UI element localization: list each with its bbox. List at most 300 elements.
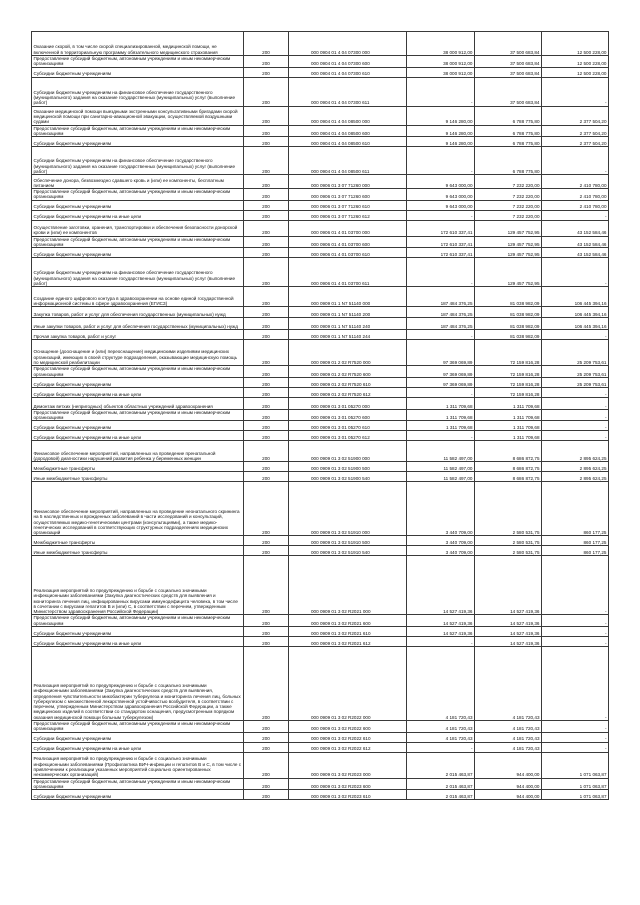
- row-name: Предоставление субсидий бюджетным, автономным учреждениям и иным некоммерческим организациям: [32, 125, 244, 137]
- row-approved-value: 14 527 419,36: [407, 556, 475, 615]
- table-row: [32, 421, 609, 431]
- row-executed-value: 7 232 220,00: [475, 200, 542, 210]
- row-csr-code: 000 0909 01 3 02 51910 500: [289, 536, 407, 546]
- row-approved-value: 14 527 419,36: [407, 626, 475, 636]
- row-code: 200: [244, 546, 289, 556]
- row-name: Предоставление субсидий бюджетным, автономным учреждениям и иным некоммерческим организациям: [32, 56, 244, 68]
- row-executed-value: 37 500 683,84: [475, 56, 542, 68]
- table-row: [32, 409, 609, 421]
- row-unexecuted-value: -: [542, 387, 609, 397]
- row-code: 200: [244, 236, 289, 248]
- row-executed-value: 944 400,00: [475, 778, 542, 790]
- row-csr-code: 000 0909 01 3 02 R2023 000: [289, 752, 407, 778]
- table-row: [32, 175, 609, 189]
- row-executed-value: 6 788 775,80: [475, 137, 542, 147]
- row-code: 200: [244, 556, 289, 615]
- table-row: [32, 482, 609, 536]
- budget-table: [31, 31, 609, 800]
- row-code: 200: [244, 220, 289, 236]
- row-csr-code: 000 0909 01 3 02 R2021 612: [289, 636, 407, 646]
- row-csr-code: 000 0904 01 4 04 07300 600: [289, 56, 407, 68]
- row-code: 200: [244, 646, 289, 720]
- row-unexecuted-value: 1 071 063,87: [542, 778, 609, 790]
- row-code: 200: [244, 189, 289, 201]
- row-unexecuted-value: 106 445 394,16: [542, 318, 609, 330]
- row-name: Предоставление субсидий бюджетным, автономным учреждениям и иным некоммерческим организациям: [32, 366, 244, 378]
- row-csr-code: 000 0909 01 2 02 R7520 612: [289, 387, 407, 397]
- row-approved-value: 1 311 709,68: [407, 421, 475, 431]
- row-approved-value: 97 369 069,89: [407, 340, 475, 366]
- row-approved-value: -: [407, 387, 475, 397]
- row-name: Закупка товаров, работ и услуг для обеспечения государственных (муниципальных) нужд: [32, 307, 244, 318]
- row-csr-code: 000 0909 01 3 02 51910 000: [289, 482, 407, 536]
- row-name: Финансовое обеспечение мероприятий, направленных на проведение пренатальной (дородовой) диагностики нарушений развития ребенка у беременных женщин: [32, 441, 244, 462]
- row-unexecuted-value: 2 377 504,20: [542, 125, 609, 137]
- table-row: [32, 67, 609, 77]
- row-executed-value: 129 457 752,95: [475, 236, 542, 248]
- table-row: [32, 287, 609, 307]
- row-approved-value: 9 643 000,00: [407, 175, 475, 189]
- row-code: 200: [244, 210, 289, 220]
- row-code: 200: [244, 626, 289, 636]
- row-unexecuted-value: -: [542, 636, 609, 646]
- row-executed-value: 7 232 220,00: [475, 175, 542, 189]
- row-approved-value: 1 311 709,68: [407, 409, 475, 421]
- row-csr-code: 000 0906 01 4 01 03700 610: [289, 248, 407, 258]
- row-unexecuted-value: 2 895 624,25: [542, 462, 609, 472]
- row-name: Субсидии бюджетным учреждениям: [32, 137, 244, 147]
- row-name: Субсидии бюджетным учреждениям: [32, 421, 244, 431]
- row-csr-code: 000 0904 01 4 04 08500 610: [289, 137, 407, 147]
- row-code: 200: [244, 742, 289, 752]
- row-unexecuted-value: -: [542, 210, 609, 220]
- row-unexecuted-value: 106 445 394,16: [542, 307, 609, 318]
- row-csr-code: 000 0909 01 3 02 R2021 610: [289, 626, 407, 636]
- row-executed-value: 2 580 531,75: [475, 482, 542, 536]
- row-code: 200: [244, 752, 289, 778]
- row-executed-value: 2 580 531,75: [475, 536, 542, 546]
- row-approved-value: 3 440 709,00: [407, 546, 475, 556]
- row-name: Субсидии бюджетным учреждениям: [32, 67, 244, 77]
- row-code: 200: [244, 330, 289, 340]
- row-unexecuted-value: 2 377 504,20: [542, 137, 609, 147]
- row-code: 200: [244, 636, 289, 646]
- table-row: [32, 32, 609, 56]
- row-code: 200: [244, 106, 289, 125]
- row-approved-value: 11 582 497,00: [407, 462, 475, 472]
- row-code: 200: [244, 421, 289, 431]
- row-approved-value: 4 181 720,43: [407, 646, 475, 720]
- row-csr-code: 000 0909 01 3 02 51910 540: [289, 546, 407, 556]
- row-code: 200: [244, 397, 289, 409]
- row-approved-value: 1 311 709,68: [407, 397, 475, 409]
- row-csr-code: 000 0909 01 3 02 R2022 610: [289, 732, 407, 742]
- row-code: 200: [244, 67, 289, 77]
- table-row: [32, 615, 609, 627]
- row-approved-value: -: [407, 210, 475, 220]
- row-approved-value: 11 582 497,00: [407, 472, 475, 482]
- table-row: [32, 366, 609, 378]
- row-name: Субсидии бюджетным учреждениям на финансовое обеспечение государственного (муниципального) задания на оказание государственных (муниципальных) услуг (выполнение работ): [32, 147, 244, 175]
- row-approved-value: 97 369 069,89: [407, 377, 475, 387]
- row-name: Межбюджетные трансферты: [32, 536, 244, 546]
- row-name: Иные межбюджетные трансферты: [32, 546, 244, 556]
- row-name: Предоставление субсидий бюджетным, автономным учреждениям и иным некоммерческим организациям: [32, 189, 244, 201]
- row-executed-value: 81 038 982,09: [475, 307, 542, 318]
- table-row: [32, 790, 609, 800]
- row-approved-value: 38 000 912,00: [407, 67, 475, 77]
- row-name: Субсидии бюджетным учреждениям: [32, 200, 244, 210]
- row-code: 200: [244, 441, 289, 462]
- table-row: [32, 340, 609, 366]
- row-approved-value: 172 610 337,41: [407, 236, 475, 248]
- row-executed-value: 37 500 683,84: [475, 67, 542, 77]
- row-approved-value: 97 369 069,89: [407, 366, 475, 378]
- row-unexecuted-value: 25 209 753,61: [542, 340, 609, 366]
- row-name: Субсидии бюджетным учреждениям: [32, 626, 244, 636]
- row-unexecuted-value: -: [542, 330, 609, 340]
- row-approved-value: 11 582 497,00: [407, 441, 475, 462]
- row-executed-value: 72 159 816,28: [475, 387, 542, 397]
- row-approved-value: 9 643 000,00: [407, 200, 475, 210]
- row-approved-value: 3 440 709,00: [407, 536, 475, 546]
- row-code: 200: [244, 77, 289, 106]
- row-approved-value: 2 015 463,87: [407, 752, 475, 778]
- row-executed-value: 81 038 982,09: [475, 287, 542, 307]
- row-unexecuted-value: 25 209 753,61: [542, 366, 609, 378]
- row-name: Субсидии бюджетным учреждениям на финансовое обеспечение государственного (муниципального) задания на оказание государственных (муниципальных) услуг (выполнение работ): [32, 258, 244, 287]
- row-name: Иные закупки товаров, работ и услуг для обеспечения государственных (муниципальных) нужд: [32, 318, 244, 330]
- row-executed-value: 4 181 720,43: [475, 732, 542, 742]
- row-unexecuted-value: 106 445 394,16: [542, 287, 609, 307]
- row-code: 200: [244, 732, 289, 742]
- row-executed-value: 1 311 709,68: [475, 397, 542, 409]
- row-csr-code: 000 0909 01 1 N7 51140 240: [289, 318, 407, 330]
- table-row: [32, 147, 609, 175]
- row-csr-code: 000 0909 01 3 02 R2023 600: [289, 778, 407, 790]
- row-name: Реализация мероприятий по предупреждению и борьбе с социально значимыми инфекционными заболеваниями (Профилактика ВИЧ-инфекции и гепатитов B и C, в том числе с привлечением к реализации указанных мероприятий социально ориентированных некоммерческих организаций): [32, 752, 244, 778]
- row-unexecuted-value: 12 500 228,00: [542, 67, 609, 77]
- row-csr-code: 000 0909 01 3 02 R2021 600: [289, 615, 407, 627]
- table-row: [32, 330, 609, 340]
- row-name: Субсидии бюджетным учреждениям: [32, 248, 244, 258]
- table-row: [32, 636, 609, 646]
- row-name: Субсидии бюджетным учреждениям на иные цели: [32, 742, 244, 752]
- row-executed-value: 1 311 709,68: [475, 431, 542, 441]
- row-executed-value: 14 527 419,36: [475, 626, 542, 636]
- row-name: Предоставление субсидий бюджетным, автономным учреждениям и иным некоммерческим организациям: [32, 615, 244, 627]
- row-executed-value: 1 311 709,68: [475, 409, 542, 421]
- row-unexecuted-value: -: [542, 421, 609, 431]
- row-approved-value: 187 484 376,25: [407, 318, 475, 330]
- table-row: [32, 56, 609, 68]
- row-executed-value: 4 181 720,43: [475, 720, 542, 732]
- table-row: [32, 125, 609, 137]
- row-unexecuted-value: -: [542, 147, 609, 175]
- row-code: 200: [244, 287, 289, 307]
- row-csr-code: 000 0909 01 3 01 05270 612: [289, 431, 407, 441]
- row-unexecuted-value: 1 071 063,87: [542, 790, 609, 800]
- row-csr-code: 000 0909 01 3 02 51900 500: [289, 462, 407, 472]
- table-row: [32, 752, 609, 778]
- row-csr-code: 000 0904 01 4 04 08500 000: [289, 106, 407, 125]
- row-unexecuted-value: -: [542, 431, 609, 441]
- row-executed-value: 81 038 982,09: [475, 318, 542, 330]
- row-code: 200: [244, 137, 289, 147]
- row-unexecuted-value: 2 377 504,20: [542, 106, 609, 125]
- table-row: [32, 536, 609, 546]
- row-name: Субсидии бюджетным учреждениям на иные цели: [32, 387, 244, 397]
- row-name: Субсидии бюджетным учреждениям на иные цели: [32, 431, 244, 441]
- row-approved-value: -: [407, 147, 475, 175]
- row-executed-value: 129 457 752,95: [475, 248, 542, 258]
- row-csr-code: 000 0906 01 4 01 03700 000: [289, 220, 407, 236]
- row-name: Обеспечение донора, безвозмездно сдавшего кровь и (или) ее компоненты, бесплатным питанием: [32, 175, 244, 189]
- row-csr-code: 000 0906 01 3 07 71260 600: [289, 189, 407, 201]
- table-row: [32, 377, 609, 387]
- row-code: 200: [244, 720, 289, 732]
- row-unexecuted-value: 860 177,25: [542, 536, 609, 546]
- row-csr-code: 000 0909 01 3 02 R2022 600: [289, 720, 407, 732]
- row-executed-value: 72 159 816,28: [475, 377, 542, 387]
- row-name: Предоставление субсидий бюджетным, автономным учреждениям и иным некоммерческим организациям: [32, 409, 244, 421]
- row-code: 200: [244, 482, 289, 536]
- budget-table-body: [32, 32, 609, 800]
- row-code: 200: [244, 409, 289, 421]
- row-csr-code: 000 0906 01 3 07 71260 612: [289, 210, 407, 220]
- row-executed-value: 4 181 720,43: [475, 646, 542, 720]
- row-csr-code: 000 0904 01 4 04 08500 600: [289, 125, 407, 137]
- table-row: [32, 318, 609, 330]
- row-code: 200: [244, 258, 289, 287]
- row-name: Субсидии бюджетным учреждениям: [32, 732, 244, 742]
- row-code: 200: [244, 387, 289, 397]
- row-executed-value: 81 038 982,09: [475, 330, 542, 340]
- row-csr-code: 000 0906 01 4 01 03700 611: [289, 258, 407, 287]
- row-unexecuted-value: 2 410 780,00: [542, 200, 609, 210]
- row-executed-value: 37 500 683,84: [475, 32, 542, 56]
- row-csr-code: 000 0904 01 4 04 07300 611: [289, 77, 407, 106]
- row-approved-value: 9 146 280,00: [407, 137, 475, 147]
- row-code: 200: [244, 340, 289, 366]
- row-unexecuted-value: 2 410 780,00: [542, 175, 609, 189]
- row-code: 200: [244, 175, 289, 189]
- row-code: 200: [244, 615, 289, 627]
- row-approved-value: 2 015 463,87: [407, 790, 475, 800]
- row-code: 200: [244, 377, 289, 387]
- row-name: Оказание скорой, в том числе скорой специализированной, медицинской помощи, не включенной в территориальную программу обязательного медицинского страхования: [32, 32, 244, 56]
- row-unexecuted-value: 860 177,25: [542, 546, 609, 556]
- row-executed-value: 129 457 752,95: [475, 220, 542, 236]
- row-approved-value: -: [407, 431, 475, 441]
- row-csr-code: 000 0909 01 3 02 R2023 610: [289, 790, 407, 800]
- table-row: [32, 720, 609, 732]
- row-approved-value: 187 484 376,25: [407, 287, 475, 307]
- row-csr-code: 000 0909 01 1 N7 51140 200: [289, 307, 407, 318]
- row-name: Субсидии бюджетным учреждениям на финансовое обеспечение государственного (муниципального) задания на оказание государственных (муниципальных) услуг (выполнение работ): [32, 77, 244, 106]
- table-row: [32, 307, 609, 318]
- row-unexecuted-value: -: [542, 742, 609, 752]
- row-csr-code: 000 0909 01 3 02 R2021 000: [289, 556, 407, 615]
- row-executed-value: 6 788 775,80: [475, 125, 542, 137]
- row-approved-value: 4 181 720,43: [407, 720, 475, 732]
- row-code: 200: [244, 200, 289, 210]
- row-csr-code: 000 0909 01 3 01 05270 000: [289, 397, 407, 409]
- row-csr-code: 000 0906 01 4 01 03700 600: [289, 236, 407, 248]
- row-name: Финансовое обеспечение мероприятий, направленных на проведение неонатального скрининга на 5 наследственных и врожденных заболеваний в части исследований и консультаций, осуществляемых медико-генетическими центрами (консультациями), а также медико-генетических исследований в соответствующих структурных подразделениях медицинских организаций: [32, 482, 244, 536]
- row-approved-value: 38 000 912,00: [407, 32, 475, 56]
- table-row: [32, 200, 609, 210]
- row-approved-value: 2 015 463,87: [407, 778, 475, 790]
- row-code: 200: [244, 125, 289, 137]
- table-row: [32, 556, 609, 615]
- row-name: Иные межбюджетные трансферты: [32, 472, 244, 482]
- row-name: Реализация мероприятий по предупреждению и борьбе с социально значимыми инфекционными заболеваниями (Закупка диагностических средств для выявления, определения чувствительности микобактерии туберкулеза и мониторинга лечения лиц, больных туберкулезом с множественной лекарственной устойчивостью возбудителя, в соответствии с перечнем, утвержденным Министерством здравоохранения Российской Федерации, а также медицинских изделий в соответствии со стандартом оснащения, предусмотренным порядком оказания медицинской помощи больным туберкулезом): [32, 646, 244, 720]
- row-executed-value: 37 500 683,84: [475, 77, 542, 106]
- row-approved-value: -: [407, 77, 475, 106]
- row-code: 200: [244, 366, 289, 378]
- row-name: Оказание медицинской помощи выездными экстренными консультативными бригадами скорой медицинской помощи при санитарно-авиационной эвакуации, осуществляемой воздушными судами: [32, 106, 244, 125]
- row-code: 200: [244, 318, 289, 330]
- table-row: [32, 220, 609, 236]
- row-csr-code: 000 0909 01 3 02 51900 540: [289, 472, 407, 482]
- row-code: 200: [244, 790, 289, 800]
- table-row: [32, 77, 609, 106]
- row-approved-value: 4 181 720,43: [407, 732, 475, 742]
- row-unexecuted-value: 43 152 584,46: [542, 236, 609, 248]
- row-name: Субсидии бюджетным учреждениям: [32, 377, 244, 387]
- row-csr-code: 000 0909 01 2 02 R7520 000: [289, 340, 407, 366]
- row-name: Субсидии бюджетным учреждениям на иные цели: [32, 636, 244, 646]
- row-unexecuted-value: -: [542, 258, 609, 287]
- table-row: [32, 431, 609, 441]
- row-unexecuted-value: 2 410 780,00: [542, 189, 609, 201]
- row-executed-value: 944 400,00: [475, 752, 542, 778]
- row-approved-value: 9 146 280,00: [407, 106, 475, 125]
- row-name: Прочая закупка товаров, работ и услуг: [32, 330, 244, 340]
- row-approved-value: -: [407, 330, 475, 340]
- row-code: 200: [244, 536, 289, 546]
- row-executed-value: 8 686 872,75: [475, 441, 542, 462]
- row-csr-code: 000 0906 01 3 07 71260 610: [289, 200, 407, 210]
- row-approved-value: 38 000 912,00: [407, 56, 475, 68]
- row-unexecuted-value: -: [542, 732, 609, 742]
- row-executed-value: 6 788 775,80: [475, 147, 542, 175]
- row-executed-value: 4 181 720,43: [475, 742, 542, 752]
- table-row: [32, 646, 609, 720]
- table-row: [32, 210, 609, 220]
- row-unexecuted-value: 12 500 228,00: [542, 56, 609, 68]
- row-unexecuted-value: 43 152 584,46: [542, 248, 609, 258]
- row-unexecuted-value: -: [542, 409, 609, 421]
- row-name: Осуществление заготовки, хранения, транспортировки и обеспечения безопасности донорской крови и (или) ее компонентов: [32, 220, 244, 236]
- row-executed-value: 7 232 220,00: [475, 210, 542, 220]
- row-name: Субсидии бюджетным учреждениям: [32, 790, 244, 800]
- row-executed-value: 14 527 419,36: [475, 636, 542, 646]
- table-row: [32, 778, 609, 790]
- row-unexecuted-value: -: [542, 626, 609, 636]
- row-approved-value: 172 610 337,41: [407, 248, 475, 258]
- row-unexecuted-value: 2 895 624,25: [542, 472, 609, 482]
- row-approved-value: 14 527 419,36: [407, 615, 475, 627]
- table-row: [32, 462, 609, 472]
- row-csr-code: 000 0904 01 4 04 07300 000: [289, 32, 407, 56]
- row-name: Предоставление субсидий бюджетным, автономным учреждениям и иным некоммерческим организациям: [32, 778, 244, 790]
- row-name: Создание единого цифрового контура в здравоохранении на основе единой государственной информационной системы в сфере здравоохранения (ЕГИСЗ): [32, 287, 244, 307]
- row-executed-value: 8 686 872,75: [475, 472, 542, 482]
- table-row: [32, 626, 609, 636]
- row-code: 200: [244, 307, 289, 318]
- row-unexecuted-value: -: [542, 397, 609, 409]
- row-code: 200: [244, 248, 289, 258]
- row-name: Субсидии бюджетным учреждениям на иные цели: [32, 210, 244, 220]
- row-approved-value: 9 643 000,00: [407, 189, 475, 201]
- table-row: [32, 106, 609, 125]
- row-executed-value: 1 311 709,68: [475, 421, 542, 431]
- row-approved-value: 9 146 280,00: [407, 125, 475, 137]
- row-code: 200: [244, 778, 289, 790]
- row-csr-code: 000 0909 01 3 02 R2022 000: [289, 646, 407, 720]
- row-csr-code: 000 0909 01 3 02 51900 000: [289, 441, 407, 462]
- row-unexecuted-value: 12 500 228,00: [542, 32, 609, 56]
- row-csr-code: 000 0909 01 3 01 05270 600: [289, 409, 407, 421]
- row-code: 200: [244, 431, 289, 441]
- row-executed-value: 129 457 752,95: [475, 258, 542, 287]
- table-row: [32, 472, 609, 482]
- row-unexecuted-value: 43 152 584,46: [542, 220, 609, 236]
- row-executed-value: 7 232 220,00: [475, 189, 542, 201]
- row-approved-value: -: [407, 742, 475, 752]
- row-csr-code: 000 0909 01 1 N7 51140 000: [289, 287, 407, 307]
- row-unexecuted-value: -: [542, 720, 609, 732]
- row-unexecuted-value: -: [542, 77, 609, 106]
- row-csr-code: 000 0909 01 3 02 R2022 612: [289, 742, 407, 752]
- row-unexecuted-value: -: [542, 556, 609, 615]
- row-unexecuted-value: 25 209 753,61: [542, 377, 609, 387]
- table-row: [32, 441, 609, 462]
- table-row: [32, 732, 609, 742]
- row-csr-code: 000 0904 01 4 04 08500 611: [289, 147, 407, 175]
- row-code: 200: [244, 462, 289, 472]
- table-row: [32, 397, 609, 409]
- row-csr-code: 000 0909 01 2 02 R7520 610: [289, 377, 407, 387]
- row-code: 200: [244, 56, 289, 68]
- table-row: [32, 742, 609, 752]
- table-row: [32, 248, 609, 258]
- row-csr-code: 000 0909 01 3 01 05270 610: [289, 421, 407, 431]
- row-approved-value: 187 484 376,25: [407, 307, 475, 318]
- table-row: [32, 258, 609, 287]
- row-csr-code: 000 0909 01 1 N7 51140 244: [289, 330, 407, 340]
- table-row: [32, 236, 609, 248]
- row-executed-value: 72 159 816,28: [475, 340, 542, 366]
- row-unexecuted-value: 1 071 063,87: [542, 752, 609, 778]
- row-name: Оснащение (дооснащение и (или) переоснащение) медицинскими изделиями медицинских организаций, имеющих в своей структуре подразделения, оказывающие медицинскую помощь по медицинской реабилитации: [32, 340, 244, 366]
- row-csr-code: 000 0909 01 2 02 R7520 600: [289, 366, 407, 378]
- table-row: [32, 387, 609, 397]
- row-unexecuted-value: 2 895 624,25: [542, 441, 609, 462]
- row-approved-value: 3 440 709,00: [407, 482, 475, 536]
- row-unexecuted-value: 860 177,25: [542, 482, 609, 536]
- row-executed-value: 8 686 872,75: [475, 462, 542, 472]
- row-executed-value: 2 580 531,75: [475, 546, 542, 556]
- row-name: Реализация мероприятий по предупреждению и борьбе с социально значимыми инфекционными заболеваниями (Закупка диагностических средств для выявления и мониторинга лечения лиц, инфицированных вирусами иммунодефицита человека, в том числе в сочетании с вирусами гепатитов B и (или) C, в соответствии с перечнем, утвержденным Министерством здравоохранения Российской Федерации): [32, 556, 244, 615]
- row-executed-value: 14 527 419,36: [475, 556, 542, 615]
- row-csr-code: 000 0906 01 3 07 71260 000: [289, 175, 407, 189]
- row-executed-value: 6 788 775,80: [475, 106, 542, 125]
- row-code: 200: [244, 147, 289, 175]
- row-executed-value: 72 159 816,28: [475, 366, 542, 378]
